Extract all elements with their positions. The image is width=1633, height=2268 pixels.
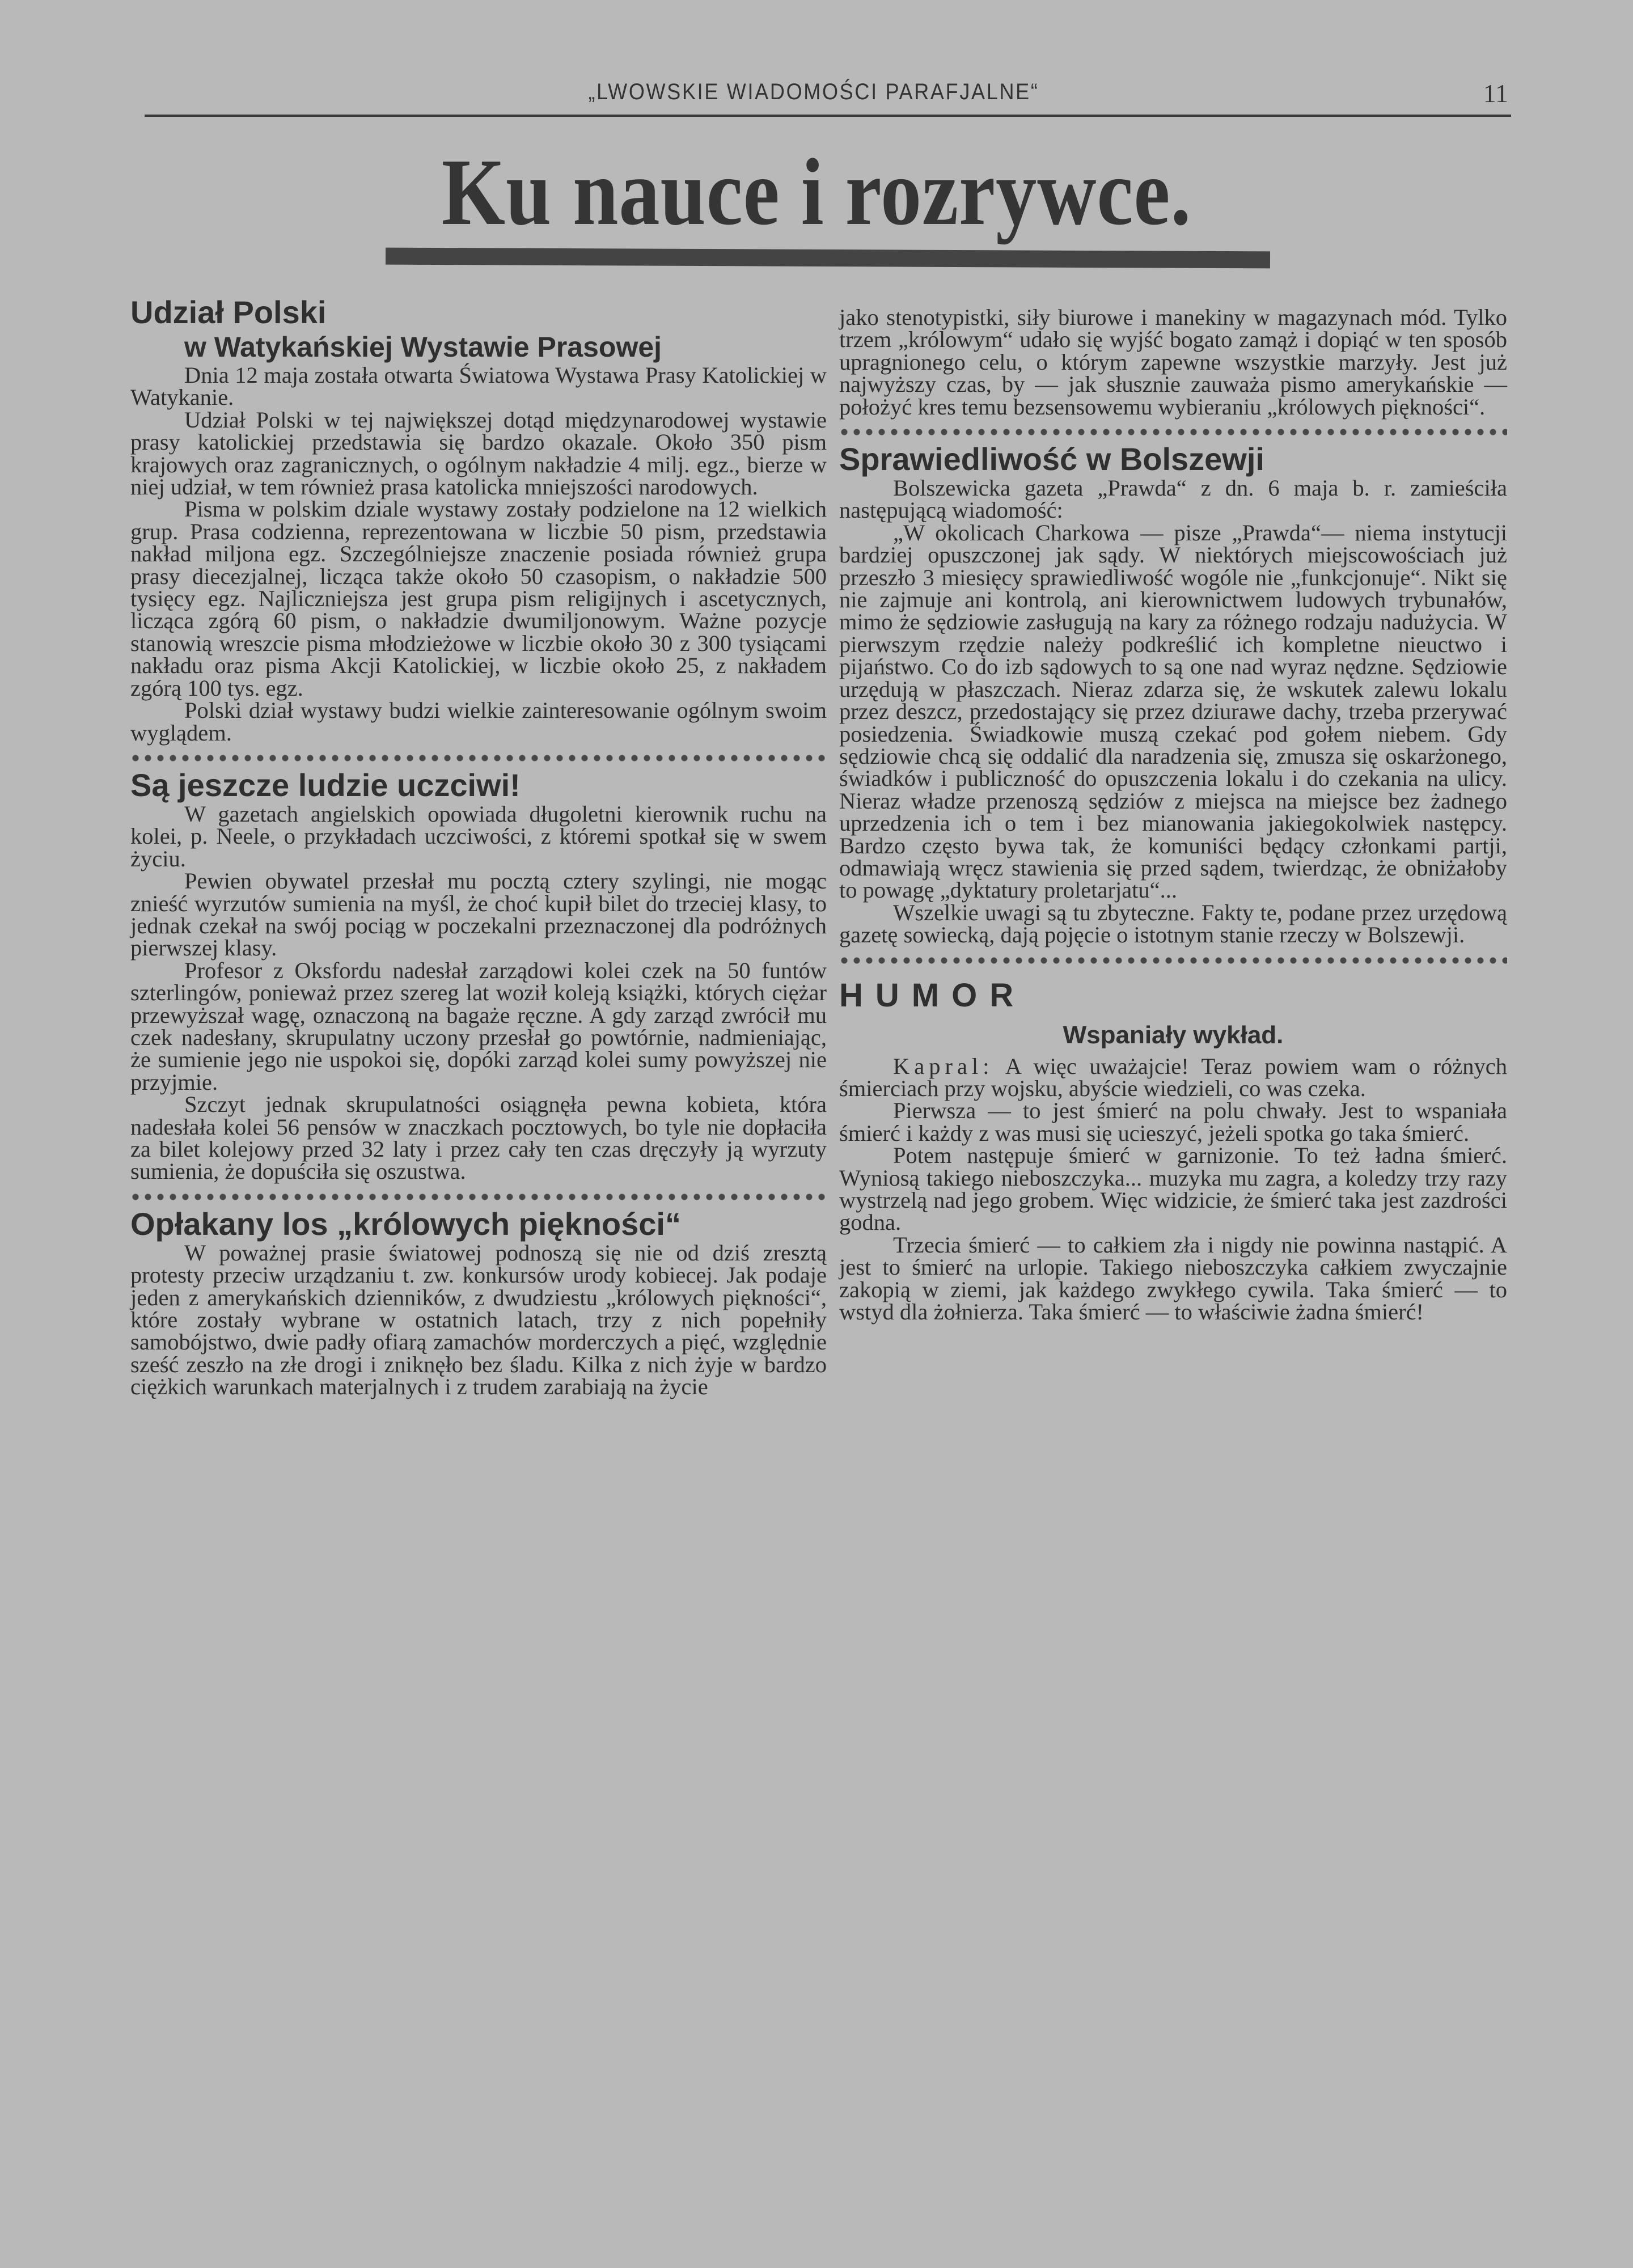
- article-paragraph: Wszelkie uwagi są tu zbyteczne. Fakty te, podane przez urzędową gazetę sowiecką, dają pojęcie o istotnym stanie rzeczy w Bolszewji.: [839, 899, 1507, 948]
- page-number: 11: [1483, 79, 1508, 108]
- humor-paragraph: Pierwsza — to jest śmierć na polu chwały. Jest to wspaniała śmierć i każdy z was musi się ucieszyć, jeżeli spotka go taka śmierć.: [839, 1098, 1507, 1146]
- speaker-label: Kapral:: [893, 1053, 994, 1079]
- title-underline-bar: [386, 248, 1270, 269]
- article-continuation: jako stenotypistki, siły biurowe i manekiny w magazynach mód. Tylko trzem „królowym“ udało się wyjść bogato zamąż i dopiąć w ten sposób upragnionego celu, o którym zapewne wszystkie marzyły. Jest już najwyższy czas, by — jak słusznie zauważa pismo amerykańskie — położyć kres temu bezsensowemu wybieraniu „królowych piękności“.: [839, 304, 1507, 420]
- section-title: Ku nauce i rozrywce.: [441, 139, 1192, 245]
- humor-paragraph: Trzecia śmierć — to całkiem zła i nigdy nie powinna nastąpić. A jest to śmierć na urlopie. Takiego nieboszczyka całkiem zwyczajnie zakopią w ziemi, jak każdego zwykłego cywila. Taka śmierć — to wstyd dla żołnierza. Taka śmierć — to właściwie żadna śmierć!: [839, 1232, 1507, 1325]
- humor-paragraph: [839, 1055, 1507, 1100]
- article-paragraph: Dnia 12 maja została otwarta Światowa Wystawa Prasy Katolickiej w Watykanie.: [130, 362, 827, 411]
- running-title: „LWOWSKIE WIADOMOŚCI PARAFJALNE“: [588, 79, 1039, 104]
- article-paragraph: Profesor z Oksfordu nadesłał zarządowi kolei czek na 50 funtów szterlingów, ponieważ przez szereg lat woził koleją książki, których ciężar przewyższał wagę, oznaczoną na bagaże ręczne. A gdy zarząd zwrócił mu czek nadesłany, skrupulatny uczony przesłał go powtórnie, nadmieniając, że sumienie jego nie uspokoi się, dopóki zarząd kolei sumy powyższej nie przyjmie.: [130, 957, 827, 1095]
- article-paragraph: Bolszewicka gazeta „Prawda“ z dn. 6 maja b. r. zamieściła następującą wiadomość:: [839, 475, 1507, 523]
- right-column: [839, 306, 1507, 1323]
- article-paragraph: Pisma w polskim dziale wystawy zostały podzielone na 12 wielkich grup. Prasa codzienna, reprezentowana w liczbie 50 pism, przedstawia nakład miljona egz. Szczególniejsze znaczenie posiada również grupa prasy diecezjalnej, licząca także około 50 czasopism, o nakładzie 500 tysięcy egz. Najliczniejsza jest grupa pism religijnych i ascetycznych, licząca zgórą 60 pism, o nakładzie dwumiljonowym. Ważne pozycje stanowią wreszcie pisma młodzieżowe w liczbie około 30 z 300 tysiącami nakładu oraz pisma Akcji Katolickiej, w liczbie około 25, z nakładem zgórą 100 tys. egz.: [130, 496, 827, 701]
- page-header: [145, 74, 1511, 119]
- article-paragraph: Polski dział wystawy budzi wielkie zainteresowanie ogólnym swoim wyglądem.: [130, 697, 827, 746]
- left-column: [130, 295, 827, 1398]
- article-paragraph: Szczyt jednak skrupulatności osiągnęła pewna kobieta, która nadesłała kolei 56 pensów w znaczkach pocztowych, bo tyle nie dopłaciła za bilet kolejowy przed 32 laty i przez cały ten czas dręczyły ją wyrzuty sumienia, że dopuściła się oszustwa.: [130, 1091, 827, 1184]
- article-paragraph: Udział Polski w tej największej dotąd międzynarodowej wystawie prasy katolickiej przedstawia się bardzo okazale. Około 350 pism krajowych oraz zagranicznych, o ogólnym nakładzie 4 milj. egz., bierze w niej udział, w tem również prasa katolicka mniejszości narodowych.: [130, 407, 827, 500]
- ornamental-divider: [839, 427, 1507, 437]
- article-paragraph: Pewien obywatel przesłał mu pocztą cztery szylingi, nie mogąc znieść wyrzutów sumienia na myśl, że choć kupił bilet do trzeciej klasy, to jednak czekał na swój pociąg w poczekalni przeznaczonej dla podróżnych pierwszej klasy.: [130, 868, 827, 961]
- humor-section-title: HUMOR: [839, 976, 1026, 1014]
- article-title-udzial-polski: Udział Polski: [130, 294, 327, 330]
- article-paragraph: „W okolicach Charkowa — pisze „Prawda“— niema instytucji bardziej opuszczonej jak sądy. W niektórych miejscowościach już przeszło 3 miesięcy sprawiedliwość wogóle nie „funkcjonuje“. Nikt się nie zajmuje ani kontrolą, ani kierownictwem ludowych trybunałów, mimo że sędziowie zasługują na kary za różnego rodzaju nadużycia. W pierwszym rzędzie należy podkreślić ich kompletne nieuctwo i pijaństwo. Co do izb sądowych to są one nad wyraz nędzne. Sędziowie urzędują w płaszczach. Nieraz zdarza się, że wskutek zalewu lokalu przez deszcz, przedostający się przez dziurawe dachy, trzeba przerywać posiedzenia. Świadkowie muszą czekać pod gołem niebem. Gdy sędziowie chcą się oddalić dla naradzenia się, zmusza się oskarżonego, świadków i publiczność do opuszczenia lokalu i do czekania na ulicy. Nieraz władze przenoszą sędziów z miejsca na miejsce bez żadnego uprzedzenia ich o tem i bez mianowania jakiegokolwiek następcy. Bardzo często bywa tak, że komuniści będący członkami partji, odmawiają wręcz stawienia się przed sądem, twierdząc, że obniżałoby to powagę „dyktatury proletarjatu“...: [839, 519, 1507, 903]
- article-paragraph: W poważnej prasie światowej podnoszą się nie od dziś zresztą protesty przeciw urządzaniu t. zw. konkursów urody kobiecej. Jak podaje jeden z amerykańskich dzienników, z dwudziestu „królowych piękności“, które zostały wybrane w ostatnich latach, trzy z nich popełniły samobójstwo, dwie padły ofiarą zamachów morderczych a pięć, względnie sześć zeszło na złe drogi i zniknęło bez śladu. Kilka z nich żyje w bardzo ciężkich warunkach materjalnych i z trudem zarabiają na życie: [130, 1239, 827, 1400]
- article-title-uczciwi: Są jeszcze ludzie uczciwi!: [130, 767, 521, 803]
- humor-paragraph: Potem następuje śmierć w garnizonie. To też ładna śmierć. Wyniosą takiego nieboszczyka... muzyka mu zagra, a koledzy trzy razy wystrzelą nad jego grobem. Więc widzicie, że śmierć taka jest zazdrości godna.: [839, 1143, 1507, 1235]
- article-title-bolszewja: Sprawiedliwość w Bolszewji: [839, 441, 1264, 477]
- humor-subtitle: Wspaniały wykład.: [1063, 1021, 1284, 1049]
- article-subtitle-wystawa: w Watykańskiej Wystawie Prasowej: [184, 331, 662, 363]
- ornamental-divider: [839, 955, 1507, 966]
- article-paragraph: W gazetach angielskich opowiada długoletni kierownik ruchu na kolei, p. Neele, o przykładach uczciwości, z któremi spotkał się w swem życiu.: [130, 801, 827, 871]
- header-rule: [145, 115, 1511, 117]
- article-title-krolowe: Opłakany los „królowych piękności“: [130, 1205, 681, 1242]
- ornamental-divider: [130, 753, 827, 763]
- humor-text: A więc uważajcie! Teraz powiem wam o różnych śmierciach przy wojsku, abyście wiedzieli, co was czeka.: [839, 1053, 1507, 1101]
- ornamental-divider: [130, 1192, 827, 1202]
